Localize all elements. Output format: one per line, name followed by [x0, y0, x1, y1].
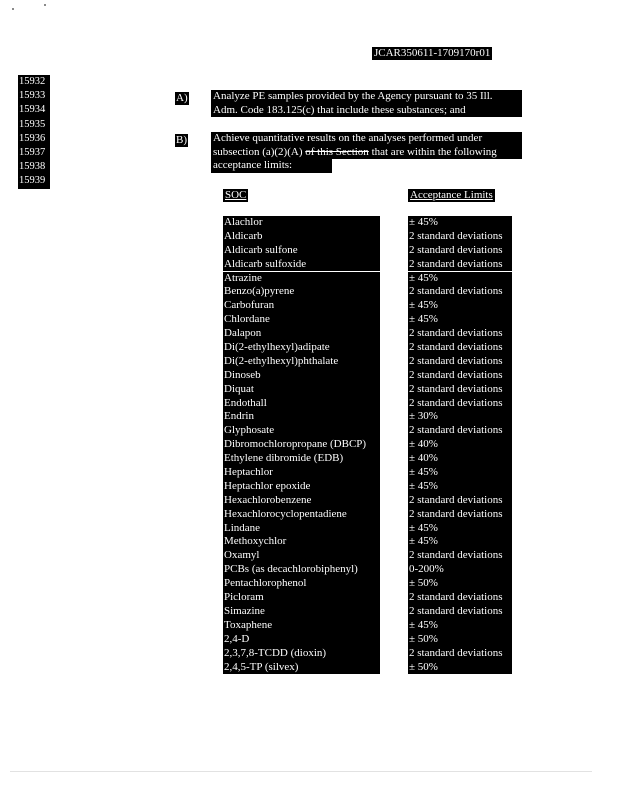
limit-cell: 2 standard deviations: [409, 354, 503, 367]
soc-cell: Dibromochloropropane (DBCP): [224, 438, 367, 451]
scan-speck: [12, 8, 14, 10]
limit-cell: ± 45%: [409, 299, 438, 312]
document-id-header: JCAR350611-1709170r01: [374, 47, 491, 59]
soc-column-header: SOC: [225, 189, 247, 201]
soc-cell: Oxamyl: [224, 549, 260, 562]
paragraph-b-line: Achieve quantitative results on the analyses performed under: [211, 132, 522, 146]
limit-cell: 2 standard deviations: [409, 507, 503, 520]
limit-cell: ± 50%: [409, 660, 438, 673]
limit-cell: ± 45%: [409, 521, 438, 534]
soc-cell: Carbofuran: [224, 299, 275, 312]
soc-cell: Chlordane: [224, 313, 270, 326]
soc-cell: Dalapon: [224, 327, 262, 340]
soc-cell: Picloram: [224, 591, 264, 604]
soc-cell: Hexachlorocyclopentadiene: [224, 507, 347, 520]
limit-cell: ± 40%: [409, 452, 438, 465]
limit-cell: ± 40%: [409, 438, 438, 451]
paragraph-b-label: B): [176, 134, 187, 146]
scan-speck: [44, 4, 46, 6]
limit-cell: 2 standard deviations: [409, 424, 503, 437]
limit-cell: ± 30%: [409, 410, 438, 423]
soc-cell: 2,4-D: [224, 632, 250, 645]
soc-cell: Di(2-ethylhexyl)adipate: [224, 341, 330, 354]
soc-cell: Glyphosate: [224, 424, 275, 437]
paragraph-a-line: Adm. Code 183.125(c) that include these substances; and: [211, 104, 522, 118]
limit-cell: ± 45%: [409, 313, 438, 326]
paragraph-b-text-before: subsection (a)(2)(A): [213, 145, 306, 158]
limit-cell: 0-200%: [409, 563, 444, 576]
soc-cell: Ethylene dibromide (EDB): [224, 452, 344, 465]
paragraph-a-line: Analyze PE samples provided by the Agency pursuant to 35 Ill.: [211, 90, 522, 104]
soc-cell: Alachlor: [224, 216, 263, 228]
soc-cell: Methoxychlor: [224, 535, 287, 548]
limit-cell: 2 standard deviations: [409, 229, 503, 242]
paragraph-a-text: [211, 90, 522, 117]
limit-cell: ± 45%: [409, 466, 438, 479]
limits-column: [408, 216, 512, 674]
soc-cell: Toxaphene: [224, 618, 273, 631]
paragraph-b-text-after: that are within the following: [368, 145, 497, 158]
limit-cell: ± 45%: [409, 535, 438, 548]
soc-cell: PCBs (as decachlorobiphenyl): [224, 563, 358, 576]
line-number: 15935: [19, 118, 46, 130]
paragraph-b-text: [211, 132, 522, 173]
soc-cell: Aldicarb: [224, 229, 263, 242]
limit-cell: 2 standard deviations: [409, 549, 503, 562]
line-number: 15937: [19, 146, 46, 158]
paragraph-b-line: [211, 146, 522, 160]
limit-cell: 2 standard deviations: [409, 493, 503, 506]
limit-cell: ± 45%: [409, 479, 438, 492]
limits-column-header: Acceptance Limits: [410, 189, 493, 201]
soc-cell: 2,4,5-TP (silvex): [224, 660, 299, 673]
line-number: 15932: [19, 76, 46, 87]
soc-cell: Endrin: [224, 410, 254, 423]
soc-cell: Diquat: [224, 382, 254, 395]
paragraph-a-label: A): [176, 92, 188, 104]
limit-cell: 2 standard deviations: [409, 285, 503, 298]
limit-cell: 2 standard deviations: [409, 341, 503, 354]
soc-cell: Dinoseb: [224, 368, 261, 381]
soc-cell: Atrazine: [224, 271, 262, 284]
soc-cell: Lindane: [224, 521, 261, 534]
limit-cell: ± 45%: [409, 271, 438, 284]
line-number: 15936: [19, 132, 46, 144]
soc-cell: Endothall: [224, 396, 267, 409]
soc-cell: Benzo(a)pyrene: [224, 285, 295, 298]
soc-cell: 2,3,7,8-TCDD (dioxin): [224, 646, 327, 659]
line-number-column: [18, 75, 50, 189]
limit-cell: 2 standard deviations: [409, 646, 503, 659]
limit-cell: 2 standard deviations: [409, 604, 503, 617]
soc-cell: Heptachlor epoxide: [224, 479, 311, 492]
limit-cell: ± 45%: [409, 216, 438, 228]
limit-cell: 2 standard deviations: [409, 382, 503, 395]
line-number: 15939: [19, 175, 46, 187]
line-number: 15938: [19, 161, 46, 173]
limit-cell: 2 standard deviations: [409, 243, 503, 256]
limit-cell: ± 50%: [409, 577, 438, 590]
soc-cell: Hexachlorobenzene: [224, 493, 312, 506]
soc-cell: Heptachlor: [224, 466, 273, 479]
row-separator: [223, 271, 380, 272]
paragraph-b-struck-text: of this Section: [305, 145, 369, 158]
limit-cell: ± 45%: [409, 618, 438, 631]
footer-rule: [10, 771, 592, 772]
line-number: 15933: [19, 90, 46, 102]
soc-cell: Di(2-ethylhexyl)phthalate: [224, 354, 339, 367]
soc-cell: Aldicarb sulfoxide: [224, 257, 307, 270]
limit-cell: 2 standard deviations: [409, 368, 503, 381]
paragraph-b-line: acceptance limits:: [211, 159, 332, 173]
soc-column: [223, 216, 380, 674]
soc-cell: Simazine: [224, 604, 265, 617]
limit-cell: 2 standard deviations: [409, 257, 503, 270]
row-separator: [408, 271, 512, 272]
limit-cell: 2 standard deviations: [409, 396, 503, 409]
soc-cell: Aldicarb sulfone: [224, 243, 298, 256]
line-number: 15934: [19, 104, 46, 116]
soc-cell: Pentachlorophenol: [224, 577, 307, 590]
limit-cell: ± 50%: [409, 632, 438, 645]
limit-cell: 2 standard deviations: [409, 591, 503, 604]
limit-cell: 2 standard deviations: [409, 327, 503, 340]
